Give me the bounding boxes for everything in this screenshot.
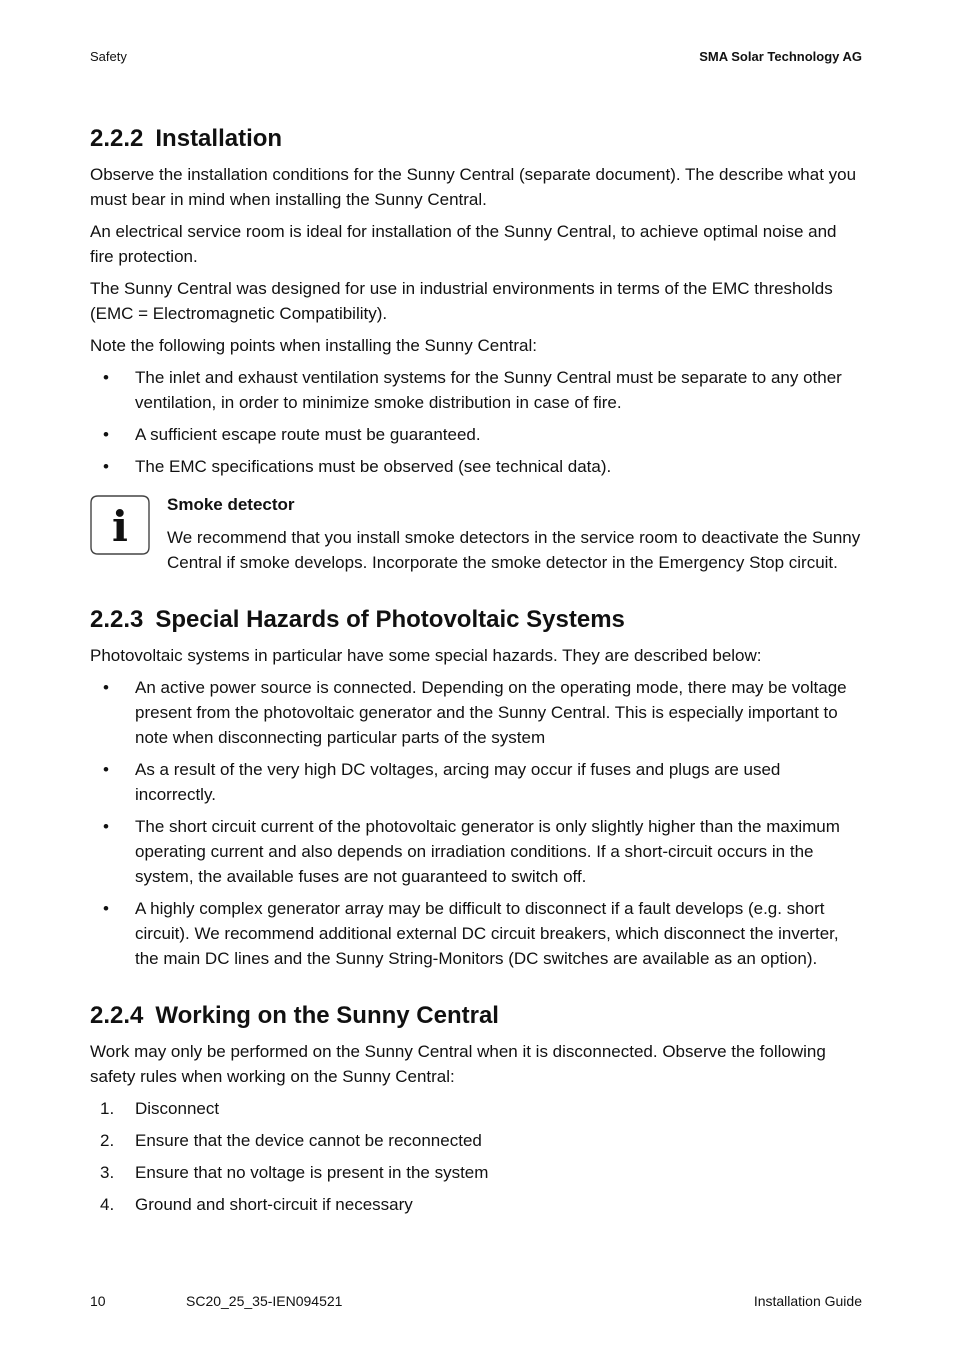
list-item-text: As a result of the very high DC voltages, arcing may occur if fuses and plugs are used incorrectly. <box>135 760 781 804</box>
paragraph: Observe the installation conditions for the Sunny Central (separate document). The describe what you must bear in mind when installing the Sunny Central. <box>90 165 857 209</box>
list-item-text: An active power source is connected. Depending on the operating mode, there may be voltage present from the photovoltaic generator and the Sunny Central. This is especially important to note when disconnecting particular parts of the system <box>135 678 847 747</box>
paragraph: Work may only be performed on the Sunny Central when it is disconnected. Observe the following safety rules when working on the Sunny Central: <box>90 1042 826 1086</box>
list-item <box>90 675 862 750</box>
hazards-bullet-list <box>90 675 862 971</box>
list-item-text: A highly complex generator array may be difficult to disconnect if a fault develops (e.g. short circuit). We recommend additional external DC circuit breakers, which disconnect the inverter, the main DC lines and the Sunny String-Monitors (DC switches are available as an option). <box>135 899 839 968</box>
document-type: Installation Guide <box>753 1293 862 1309</box>
bullet-marker: • <box>103 817 109 836</box>
list-item <box>90 757 862 807</box>
paragraph: Photovoltaic systems in particular have some special hazards. They are described below: <box>90 646 762 665</box>
bullet-marker: • <box>103 760 109 779</box>
list-item-text: Ground and short-circuit if necessary <box>135 1195 413 1214</box>
heading-title: Working on the Sunny Central <box>155 1002 499 1029</box>
list-item-text: Disconnect <box>135 1099 220 1118</box>
list-item <box>90 422 862 447</box>
list-item <box>90 1128 862 1153</box>
note-title: Smoke detector <box>167 495 295 514</box>
paragraph: The Sunny Central was designed for use in industrial environments in terms of the EMC thresholds (EMC = Electromagnetic Compatibility). <box>90 279 833 323</box>
step-number: 1. <box>100 1099 115 1118</box>
info-icon-glyph: i <box>112 502 128 551</box>
list-item <box>90 1096 862 1121</box>
list-item <box>90 896 862 971</box>
header-chapter: Safety <box>90 49 127 64</box>
page-content <box>90 122 862 1225</box>
bullet-marker: • <box>103 678 109 697</box>
step-number: 3. <box>100 1163 115 1182</box>
bullet-marker: • <box>103 899 109 918</box>
list-item <box>90 454 862 479</box>
heading-special-hazards <box>90 603 862 637</box>
header-company: SMA Solar Technology AG <box>699 49 862 64</box>
list-item-text: Ensure that the device cannot be reconnected <box>135 1131 482 1150</box>
page-number: 10 <box>90 1293 106 1309</box>
step-number: 2. <box>100 1131 115 1150</box>
list-item-text: The EMC specifications must be observed (see technical data). <box>135 457 612 476</box>
list-item <box>90 1192 862 1217</box>
step-number: 4. <box>100 1195 115 1214</box>
list-item-text: A sufficient escape route must be guaranteed. <box>135 425 481 444</box>
heading-title: Special Hazards of Photovoltaic Systems <box>155 606 625 633</box>
document-id: SC20_25_35-IEN094521 <box>186 1293 343 1309</box>
heading-number: 2.2.2 <box>90 125 144 152</box>
smoke-detector-note <box>90 493 862 575</box>
heading-title: Installation <box>155 125 283 152</box>
paragraph: An electrical service room is ideal for installation of the Sunny Central, to achieve optimal noise and fire protection. <box>90 222 837 266</box>
installation-bullet-list <box>90 365 862 479</box>
heading-working-on-sunny-central <box>90 999 862 1033</box>
list-item-text: The inlet and exhaust ventilation systems for the Sunny Central must be separate to any other ventilation, in order to minimize smoke distribution in case of fire. <box>135 368 842 412</box>
heading-installation <box>90 122 862 156</box>
list-item <box>90 365 862 415</box>
list-item-text: Ensure that no voltage is present in the system <box>135 1163 489 1182</box>
heading-number: 2.2.3 <box>90 606 144 633</box>
bullet-marker: • <box>103 457 109 476</box>
bullet-marker: • <box>103 425 109 444</box>
running-header <box>90 48 862 66</box>
bullet-marker: • <box>103 368 109 387</box>
list-item <box>90 1160 862 1185</box>
info-icon <box>90 495 150 555</box>
note-body: We recommend that you install smoke detectors in the service room to deactivate the Sunny Central if smoke develops. Incorporate the smoke detector in the Emergency Stop circuit. <box>167 528 861 572</box>
paragraph: Note the following points when installing the Sunny Central: <box>90 336 537 355</box>
list-item-text: The short circuit current of the photovoltaic generator is only slightly higher than the maximum operating current and also depends on irradiation conditions. If a short-circuit occurs in the system, the available fuses are not guaranteed to switch off. <box>135 817 840 886</box>
safety-rules-list <box>90 1096 862 1217</box>
list-item <box>90 814 862 889</box>
heading-number: 2.2.4 <box>90 1002 144 1029</box>
